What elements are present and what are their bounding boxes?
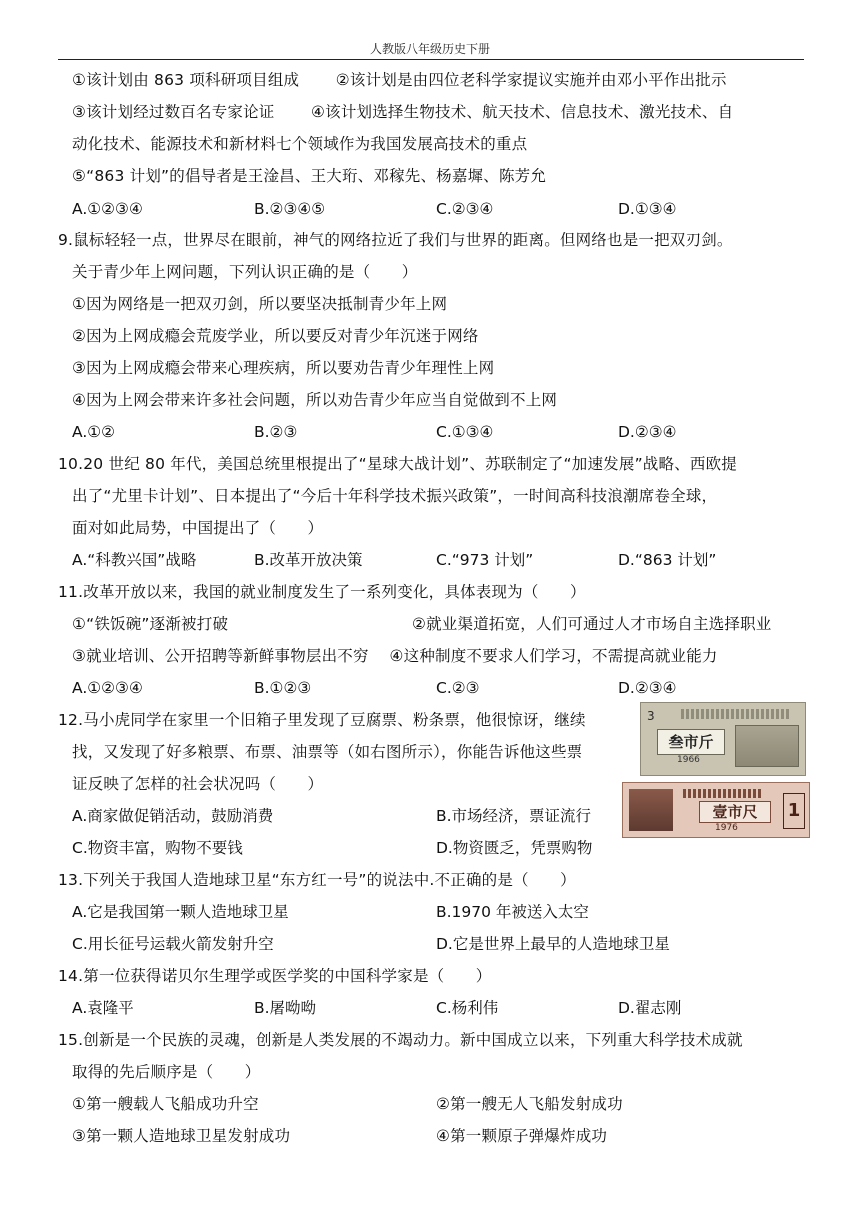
q10-option-d: D.“863 计划” <box>618 551 717 569</box>
q8-statement-5: ⑤“863 计划”的倡导者是王淦昌、王大珩、邓稼先、杨嘉墀、陈芳允 <box>72 167 547 185</box>
header-rule <box>58 59 804 60</box>
ticket-header-text <box>683 789 763 798</box>
ticket-year: 1976 <box>715 823 738 833</box>
q12-option-d: D.物资匮乏，凭票购物 <box>436 839 593 857</box>
q13-option-a: A.它是我国第一颗人造地球卫星 <box>72 903 289 921</box>
ticket-year: 1966 <box>677 755 700 765</box>
q11-statement-3-4: ③就业培训、公开招聘等新鲜事物层出不穷 ④这种制度不要求人们学习，不需提高就业能力 <box>72 647 718 665</box>
q9-statement-1: ①因为网络是一把双刃剑，所以要坚决抵制青少年上网 <box>72 295 448 313</box>
q9-statement-2: ②因为上网成瘾会荒废学业，所以要反对青少年沉迷于网络 <box>72 327 479 345</box>
q8-option-a: A.①②③④ <box>72 200 143 218</box>
q14-option-c: C.杨利伟 <box>436 999 499 1017</box>
q15-stem: 15.创新是一个民族的灵魂，创新是人类发展的不竭动力。新中国成立以来，下列重大科学技术成就 <box>58 1031 743 1049</box>
ticket-building-illustration <box>629 789 673 831</box>
ticket-illustration <box>735 725 799 767</box>
q9-option-b: B.②③ <box>254 423 298 441</box>
ticket-number: 3 <box>647 709 655 723</box>
q8-statement-1-2: ①该计划由 863 项科研项目组成 ②该计划是由四位老科学家提议实施并由邓小平作出批示 <box>72 71 727 89</box>
q11-option-d: D.②③④ <box>618 679 677 697</box>
q10-option-b: B.改革开放决策 <box>254 551 363 569</box>
q10-stem: 10.20 世纪 80 年代，美国总统里根提出了“星球大战计划”、苏联制定了“加速发展”战略、西欧提 <box>58 455 738 473</box>
q9-stem: 9.鼠标轻轻一点，世界尽在眼前，神气的网络拉近了我们与世界的距离。但网络也是一把双刃剑。 <box>58 231 733 249</box>
ticket-face-value: 壹市尺 <box>699 801 771 823</box>
q11-stem: 11.改革开放以来，我国的就业制度发生了一系列变化，具体表现为（ ） <box>58 583 586 601</box>
q11-option-c: C.②③ <box>436 679 480 697</box>
q13-option-d: D.它是世界上最早的人造地球卫星 <box>436 935 670 953</box>
q10-option-c: C.“973 计划” <box>436 551 534 569</box>
ticket-unit-number: 1 <box>783 793 805 829</box>
q12-stem-cont-2: 证反映了怎样的社会状况吗（ ） <box>72 775 324 793</box>
ticket-face-value: 叁市斤 <box>657 729 725 755</box>
q9-option-a: A.①② <box>72 423 116 441</box>
ticket-header-text <box>681 709 791 719</box>
q15-statement-2: ②第一艘无人飞船发射成功 <box>436 1095 623 1113</box>
q9-option-c: C.①③④ <box>436 423 494 441</box>
page-header: 人教版八年级历史下册 <box>369 42 490 56</box>
q11-option-b: B.①②③ <box>254 679 312 697</box>
q12-stem-cont-1: 找，又发现了好多粮票、布票、油票等（如右图所示），你能告诉他这些票 <box>72 743 583 761</box>
q15-statement-1: ①第一艘载人飞船成功升空 <box>72 1095 259 1113</box>
q9-statement-3: ③因为上网成瘾会带来心理疾病，所以要劝告青少年理性上网 <box>72 359 495 377</box>
q8-statement-4-cont: 动化技术、能源技术和新材料七个领域作为我国发展高技术的重点 <box>72 135 528 153</box>
q13-option-b: B.1970 年被送入太空 <box>436 903 589 921</box>
q12-option-b: B.市场经济，票证流行 <box>436 807 592 825</box>
q11-statement-1: ①“铁饭碗”逐渐被打破 <box>72 615 229 633</box>
q8-option-d: D.①③④ <box>618 200 677 218</box>
q8-statement-3-4: ③该计划经过数百名专家论证 ④该计划选择生物技术、航天技术、信息技术、激光技术、自 <box>72 103 734 121</box>
q13-stem: 13.下列关于我国人造地球卫星“东方红一号”的说法中.不正确的是（ ） <box>58 871 576 889</box>
q14-option-d: D.翟志刚 <box>618 999 682 1017</box>
q12-stem: 12.马小虎同学在家里一个旧箱子里发现了豆腐票、粉条票，他很惊讶，继续 <box>58 711 586 729</box>
q12-option-a: A.商家做促销活动，鼓励消费 <box>72 807 274 825</box>
q14-stem: 14.第一位获得诺贝尔生理学或医学奖的中国科学家是（ ） <box>58 967 492 985</box>
q9-option-d: D.②③④ <box>618 423 677 441</box>
q9-stem-cont: 关于青少年上网问题，下列认识正确的是（ ） <box>72 263 418 281</box>
q15-statement-3: ③第一颗人造地球卫星发射成功 <box>72 1127 291 1145</box>
q15-stem-cont: 取得的先后顺序是（ ） <box>72 1063 261 1081</box>
q8-option-c: C.②③④ <box>436 200 494 218</box>
q10-option-a: A.“科教兴国”战略 <box>72 551 197 569</box>
q12-option-c: C.物资丰富，购物不要钱 <box>72 839 243 857</box>
q8-option-b: B.②③④⑤ <box>254 200 326 218</box>
q15-statement-4: ④第一颗原子弹爆炸成功 <box>436 1127 608 1145</box>
q14-option-b: B.屠呦呦 <box>254 999 317 1017</box>
q10-stem-cont-2: 面对如此局势，中国提出了（ ） <box>72 519 324 537</box>
q14-option-a: A.袁隆平 <box>72 999 134 1017</box>
q10-stem-cont-1: 出了“尤里卡计划”、日本提出了“今后十年科学技术振兴政策”，一时间高科技浪潮席卷全球， <box>72 487 718 505</box>
q9-statement-4: ④因为上网会带来许多社会问题，所以劝告青少年应当自觉做到不上网 <box>72 391 558 409</box>
q13-option-c: C.用长征号运载火箭发射升空 <box>72 935 274 953</box>
q11-statement-2: ②就业渠道拓宽，人们可通过人才市场自主选择职业 <box>412 615 772 633</box>
grain-ticket-image <box>640 702 806 776</box>
q11-option-a: A.①②③④ <box>72 679 143 697</box>
cloth-ticket-image <box>622 782 810 838</box>
